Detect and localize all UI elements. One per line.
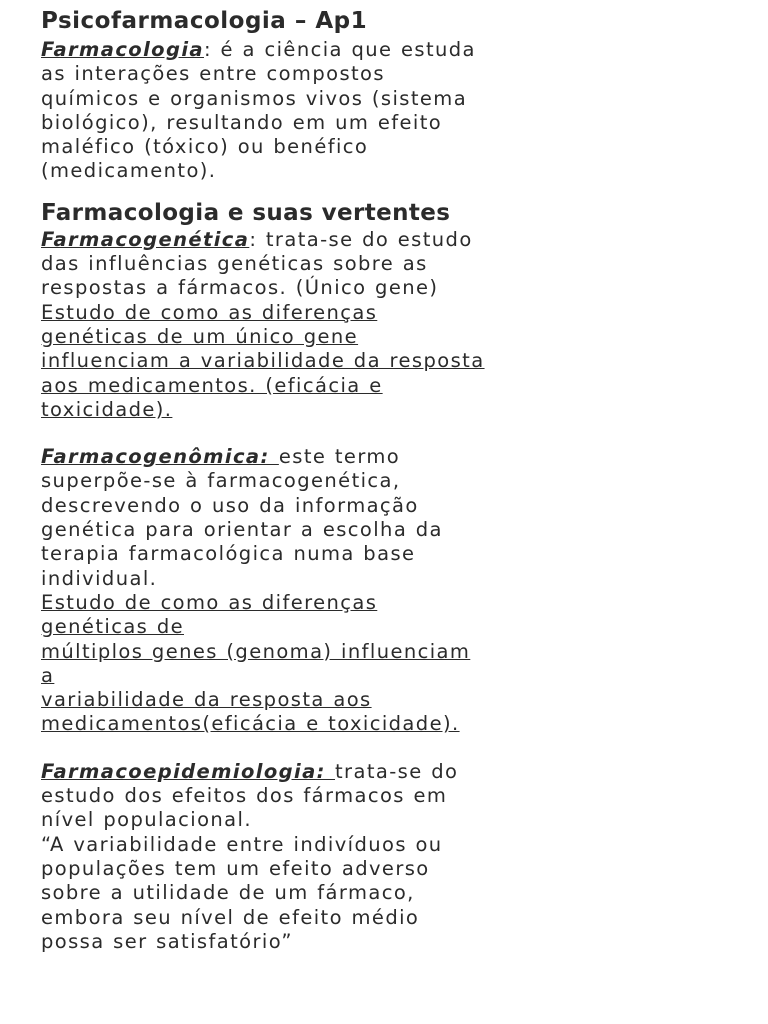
underlined-line: variabilidade da resposta aos xyxy=(41,688,372,712)
definition-line: nível populacional. xyxy=(41,808,252,832)
quote-line: “A variabilidade entre indivíduos ou xyxy=(41,832,443,856)
underlined-line: a xyxy=(41,663,55,687)
farmacogenetica-definition xyxy=(41,228,741,422)
definition-line: genética para orientar a escolha da xyxy=(41,518,443,542)
section-heading: Farmacologia e suas vertentes xyxy=(41,199,451,226)
farmacogenomica-definition xyxy=(41,445,741,737)
farmacoepidemiologia-term: Farmacoepidemiologia: xyxy=(41,759,336,783)
definition-line: estudo dos efeitos dos fármacos em xyxy=(41,784,448,808)
definition-line: respostas a fármacos. (Único gene) xyxy=(41,276,439,300)
farmacoepidemiologia-definition xyxy=(41,760,741,954)
definition-line: Farmacogenômica: este termo xyxy=(41,445,401,469)
definition-line: terapia farmacológica numa base xyxy=(41,542,416,566)
underlined-line: genéticas de xyxy=(41,615,184,639)
underlined-line: Estudo de como as diferenças xyxy=(41,300,378,324)
definition-line: superpõe-se à farmacogenética, xyxy=(41,469,401,493)
definition-line: as interações entre compostos xyxy=(41,62,385,86)
quote-line: embora seu nível de efeito médio xyxy=(41,905,420,929)
underlined-line: aos medicamentos. (eficácia e xyxy=(41,373,383,397)
farmacogenetica-term: Farmacogenética xyxy=(41,227,250,251)
underlined-line: Estudo de como as diferenças xyxy=(41,590,378,614)
definition-line: Farmacoepidemiologia: trata-se do xyxy=(41,759,459,783)
underlined-line: genéticas de um único gene xyxy=(41,324,359,348)
farmacologia-definition xyxy=(41,38,741,184)
farmacogenomica-term: Farmacogenômica: xyxy=(41,445,279,469)
definition-line: biológico), resultando em um efeito xyxy=(41,110,443,134)
underlined-line: medicamentos(eficácia e toxicidade). xyxy=(41,712,460,736)
underlined-line: influenciam a variabilidade da resposta xyxy=(41,349,485,373)
paragraph-spacer xyxy=(41,422,741,445)
farmacologia-term: Farmacologia xyxy=(41,38,204,61)
document-page xyxy=(41,4,741,954)
definition-line: das influências genéticas sobre as xyxy=(41,252,428,276)
definition-line: (medicamento). xyxy=(41,159,217,183)
definition-line: descrevendo o uso da informação xyxy=(41,493,419,517)
quote-line: possa ser satisfatório” xyxy=(41,929,293,953)
paragraph-spacer xyxy=(41,737,741,760)
underlined-line: toxicidade). xyxy=(41,397,173,421)
definition-line: Farmacologia: é a ciência que estuda xyxy=(41,38,476,61)
definition-line: individual. xyxy=(41,566,158,590)
quote-line: populações tem um efeito adverso xyxy=(41,856,430,880)
definition-line: maléfico (tóxico) ou benéfico xyxy=(41,135,369,159)
document-title: Psicofarmacologia – Ap1 xyxy=(41,8,368,34)
definition-line: químicos e organismos vivos (sistema xyxy=(41,86,468,110)
definition-line: Farmacogenética: trata-se do estudo xyxy=(41,227,473,251)
underlined-line: múltiplos genes (genoma) influenciam xyxy=(41,639,471,663)
quote-line: sobre a utilidade de um fármaco, xyxy=(41,881,415,905)
